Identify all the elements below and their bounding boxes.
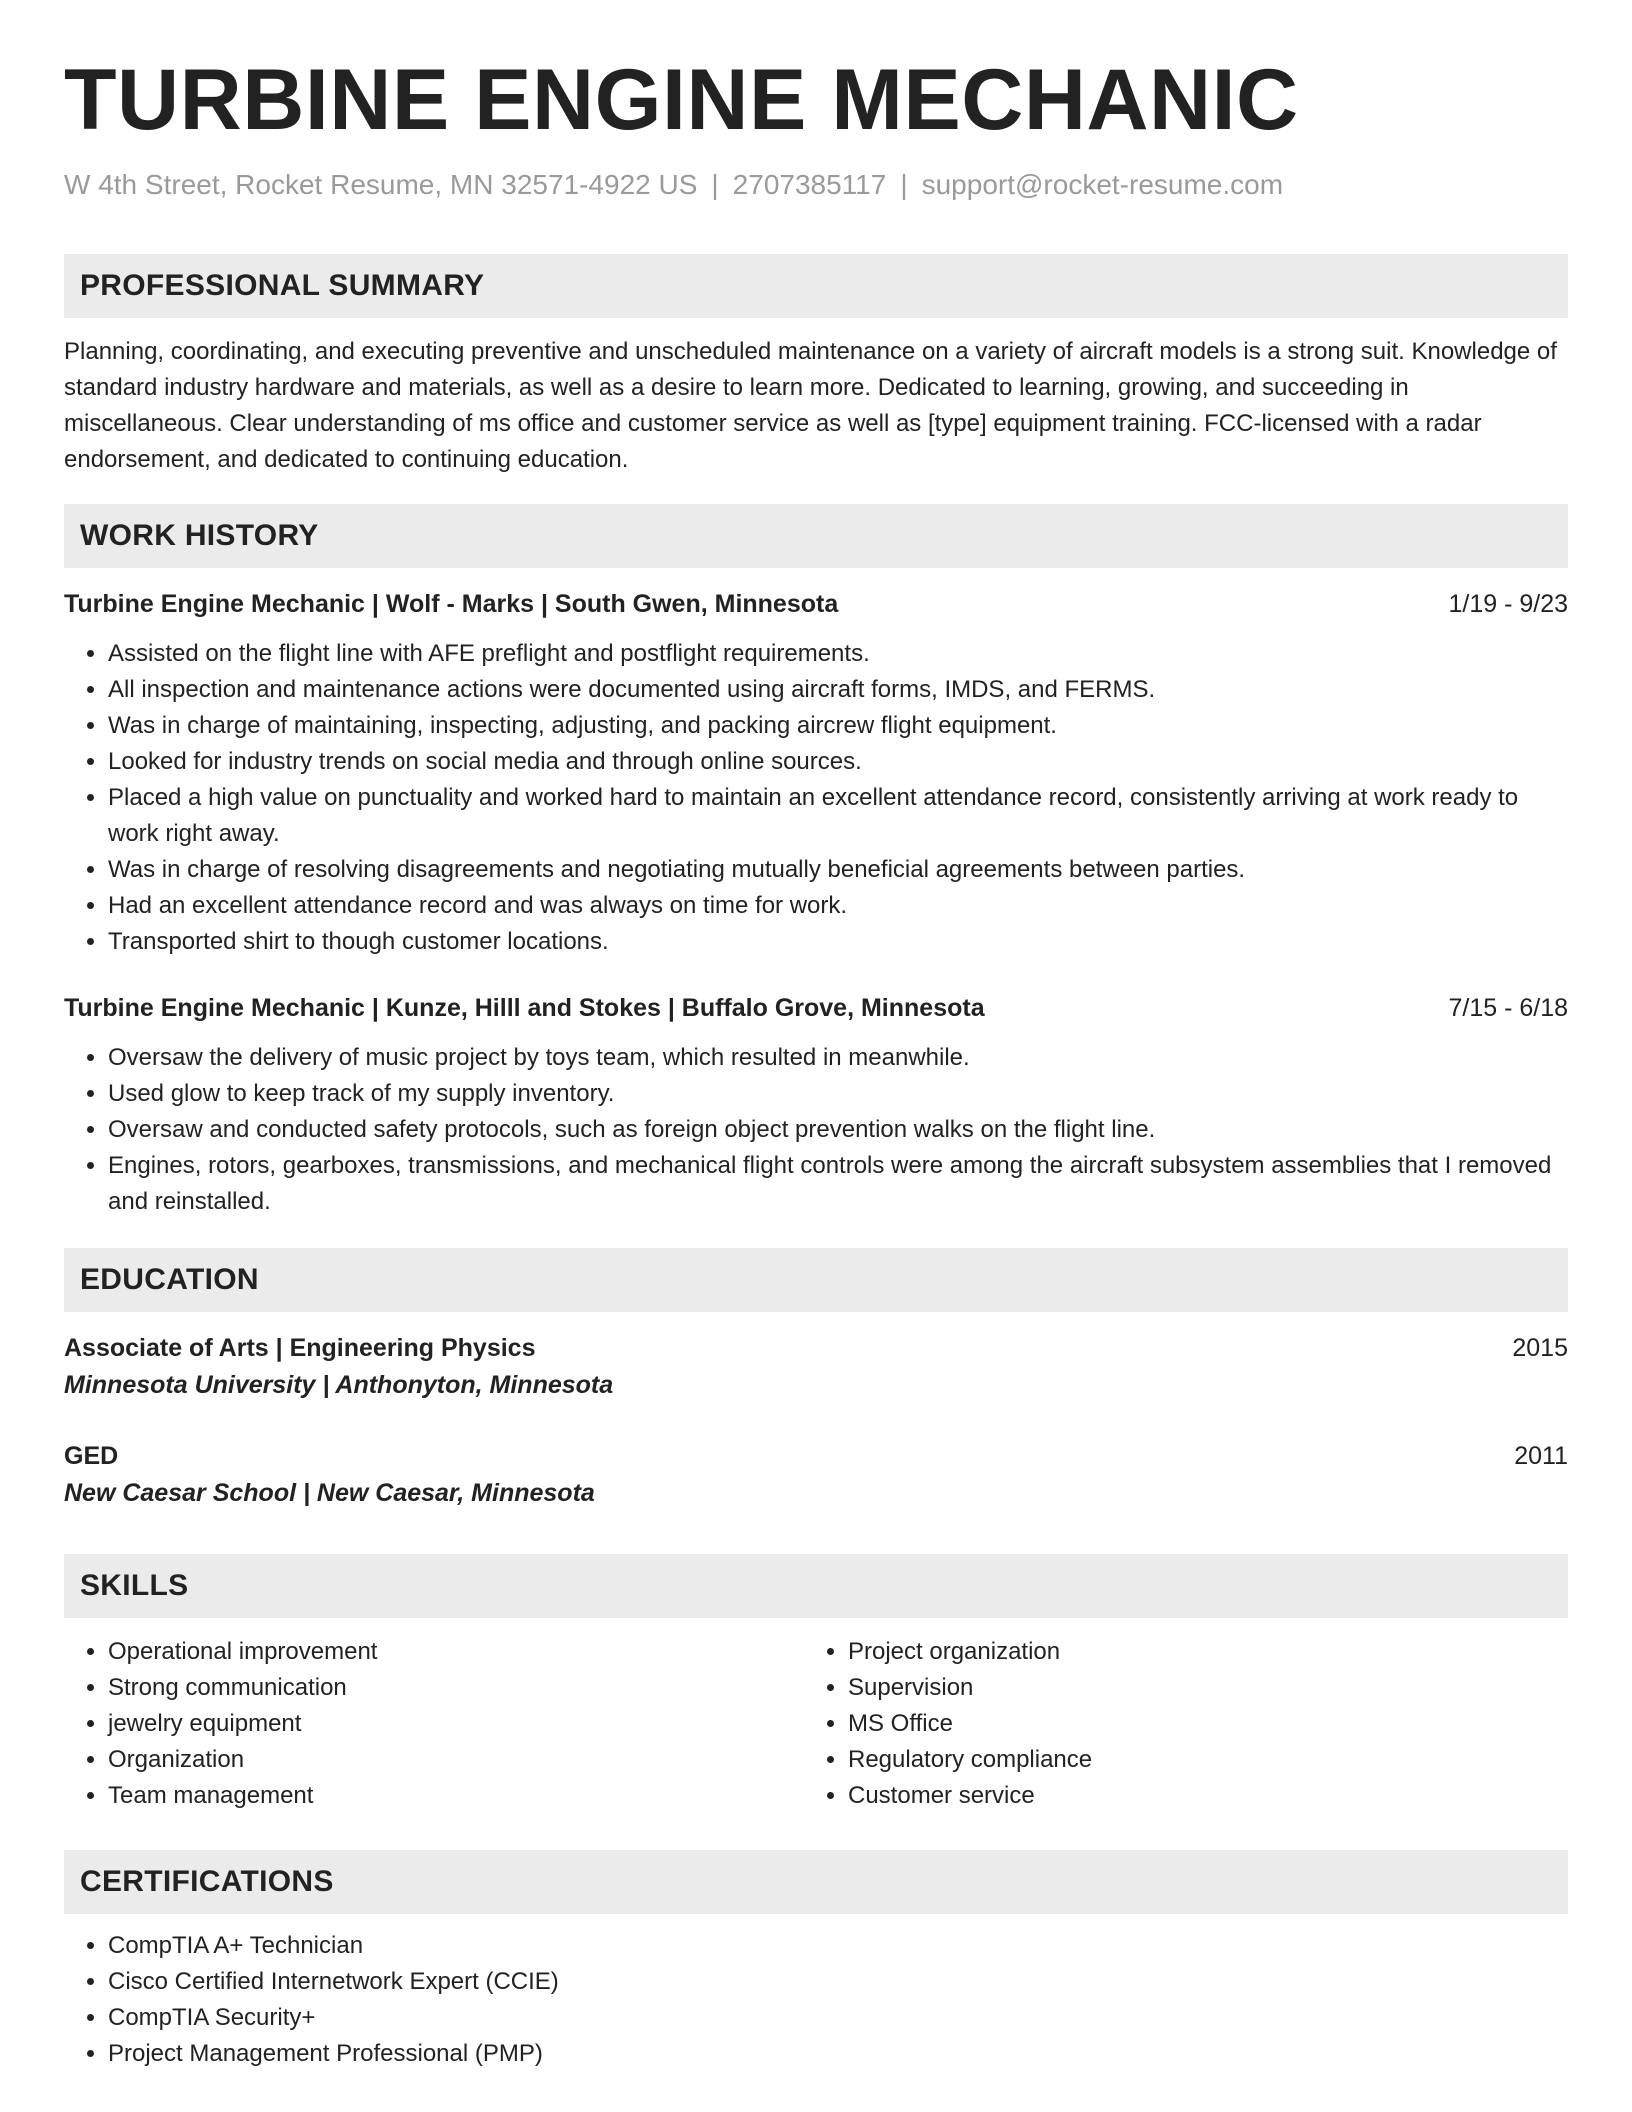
- job-bullet: • Engines, rotors, gearboxes, transmissions, and mechanical flight controls were among the aircraft subsystem assemblies that I removed and reinstalled.: [108, 1148, 1568, 1220]
- contact-line: [64, 166, 1568, 204]
- resume-title: TURBINE ENGINE MECHANIC: [64, 52, 1299, 148]
- certification-item: • Cisco Certified Internetwork Expert (CCIE): [108, 1964, 1568, 2000]
- skill-item: • Customer service: [848, 1778, 1544, 1814]
- skill-item: • Operational improvement: [108, 1634, 804, 1670]
- contact-email: support@rocket-resume.com: [921, 169, 1284, 200]
- contact-separator: |: [711, 169, 719, 200]
- job-bullet: • Was in charge of resolving disagreements and negotiating mutually beneficial agreements between parties.: [108, 852, 1568, 888]
- job-dates: 7/15 - 6/18: [1448, 994, 1568, 1022]
- skill-item: • Project organization: [848, 1634, 1544, 1670]
- job-heading: Turbine Engine Mechanic | Wolf - Marks | South Gwen, Minnesota: [64, 590, 839, 618]
- job-bullet: • Was in charge of maintaining, inspecting, adjusting, and packing aircrew flight equipment.: [108, 708, 1568, 744]
- job-entry: [64, 990, 1568, 1220]
- education-year: 2011: [1514, 1442, 1568, 1470]
- education-degree: GED: [64, 1442, 119, 1470]
- job-dates: 1/19 - 9/23: [1448, 590, 1568, 618]
- education-degree: Associate of Arts | Engineering Physics: [64, 1334, 536, 1362]
- education-entry: [64, 1330, 1568, 1404]
- job-bullet: • Oversaw and conducted safety protocols, such as foreign object prevention walks on the flight line.: [108, 1112, 1568, 1148]
- certifications-list: [64, 1928, 1568, 2072]
- job-bullets: [64, 636, 1568, 960]
- section-header-education: EDUCATION: [64, 1248, 1568, 1312]
- certification-item: • Project Management Professional (PMP): [108, 2036, 1568, 2072]
- certification-item: • CompTIA Security+: [108, 2000, 1568, 2036]
- education-heading-row: [64, 1438, 1568, 1474]
- section-header-skills: SKILLS: [64, 1554, 1568, 1618]
- job-bullet: • Oversaw the delivery of music project by toys team, which resulted in meanwhile.: [108, 1040, 1568, 1076]
- skill-item: • Organization: [108, 1742, 804, 1778]
- skill-item: • MS Office: [848, 1706, 1544, 1742]
- section-header-work-history: WORK HISTORY: [64, 504, 1568, 568]
- job-bullet: • Placed a high value on punctuality and worked hard to maintain an excellent attendance record, consistently arriving at work ready to work right away.: [108, 780, 1568, 852]
- job-bullet: • Transported shirt to though customer locations.: [108, 924, 1568, 960]
- education-heading-row: [64, 1330, 1568, 1366]
- skill-item: • Regulatory compliance: [848, 1742, 1544, 1778]
- contact-address: W 4th Street, Rocket Resume, MN 32571-4922 US: [64, 169, 698, 200]
- skills-column-left: [64, 1634, 804, 1814]
- skills-grid: [64, 1634, 1568, 1814]
- contact-separator: |: [900, 169, 908, 200]
- section-header-summary: PROFESSIONAL SUMMARY: [64, 254, 1568, 318]
- job-bullet: • Looked for industry trends on social media and through online sources.: [108, 744, 1568, 780]
- job-entry: [64, 586, 1568, 960]
- skill-item: • Supervision: [848, 1670, 1544, 1706]
- job-bullet: • All inspection and maintenance actions were documented using aircraft forms, IMDS, and FERMS.: [108, 672, 1568, 708]
- job-heading-row: [64, 586, 1568, 622]
- skill-item: • Strong communication: [108, 1670, 804, 1706]
- job-bullet: • Assisted on the flight line with AFE preflight and postflight requirements.: [108, 636, 1568, 672]
- job-bullet: • Used glow to keep track of my supply inventory.: [108, 1076, 1568, 1112]
- skill-item: • Team management: [108, 1778, 804, 1814]
- section-header-certifications: CERTIFICATIONS: [64, 1850, 1568, 1914]
- job-heading: Turbine Engine Mechanic | Kunze, Hilll and Stokes | Buffalo Grove, Minnesota: [64, 994, 985, 1022]
- education-entry: [64, 1438, 1568, 1512]
- job-heading-row: [64, 990, 1568, 1026]
- education-school: New Caesar School | New Caesar, Minnesota: [64, 1479, 595, 1507]
- skill-item: • jewelry equipment: [108, 1706, 804, 1742]
- skills-column-right: [804, 1634, 1544, 1814]
- job-bullet: • Had an excellent attendance record and was always on time for work.: [108, 888, 1568, 924]
- contact-phone: 2707385117: [732, 169, 887, 200]
- summary-text: Planning, coordinating, and executing preventive and unscheduled maintenance on a variety of aircraft models is a strong suit. Knowledge of standard industry hardware and materials, as well as a desire to learn more. Dedicated to learning, growing, and succeeding in miscellaneous. Clear understanding of ms office and customer service as well as [type] equipment training. FCC-licensed with a radar endorsement, and dedicated to continuing education.: [64, 338, 1557, 473]
- education-school: Minnesota University | Anthonyton, Minnesota: [64, 1371, 614, 1399]
- education-year: 2015: [1512, 1334, 1568, 1362]
- certification-item: • CompTIA A+ Technician: [108, 1928, 1568, 1964]
- job-bullets: [64, 1040, 1568, 1220]
